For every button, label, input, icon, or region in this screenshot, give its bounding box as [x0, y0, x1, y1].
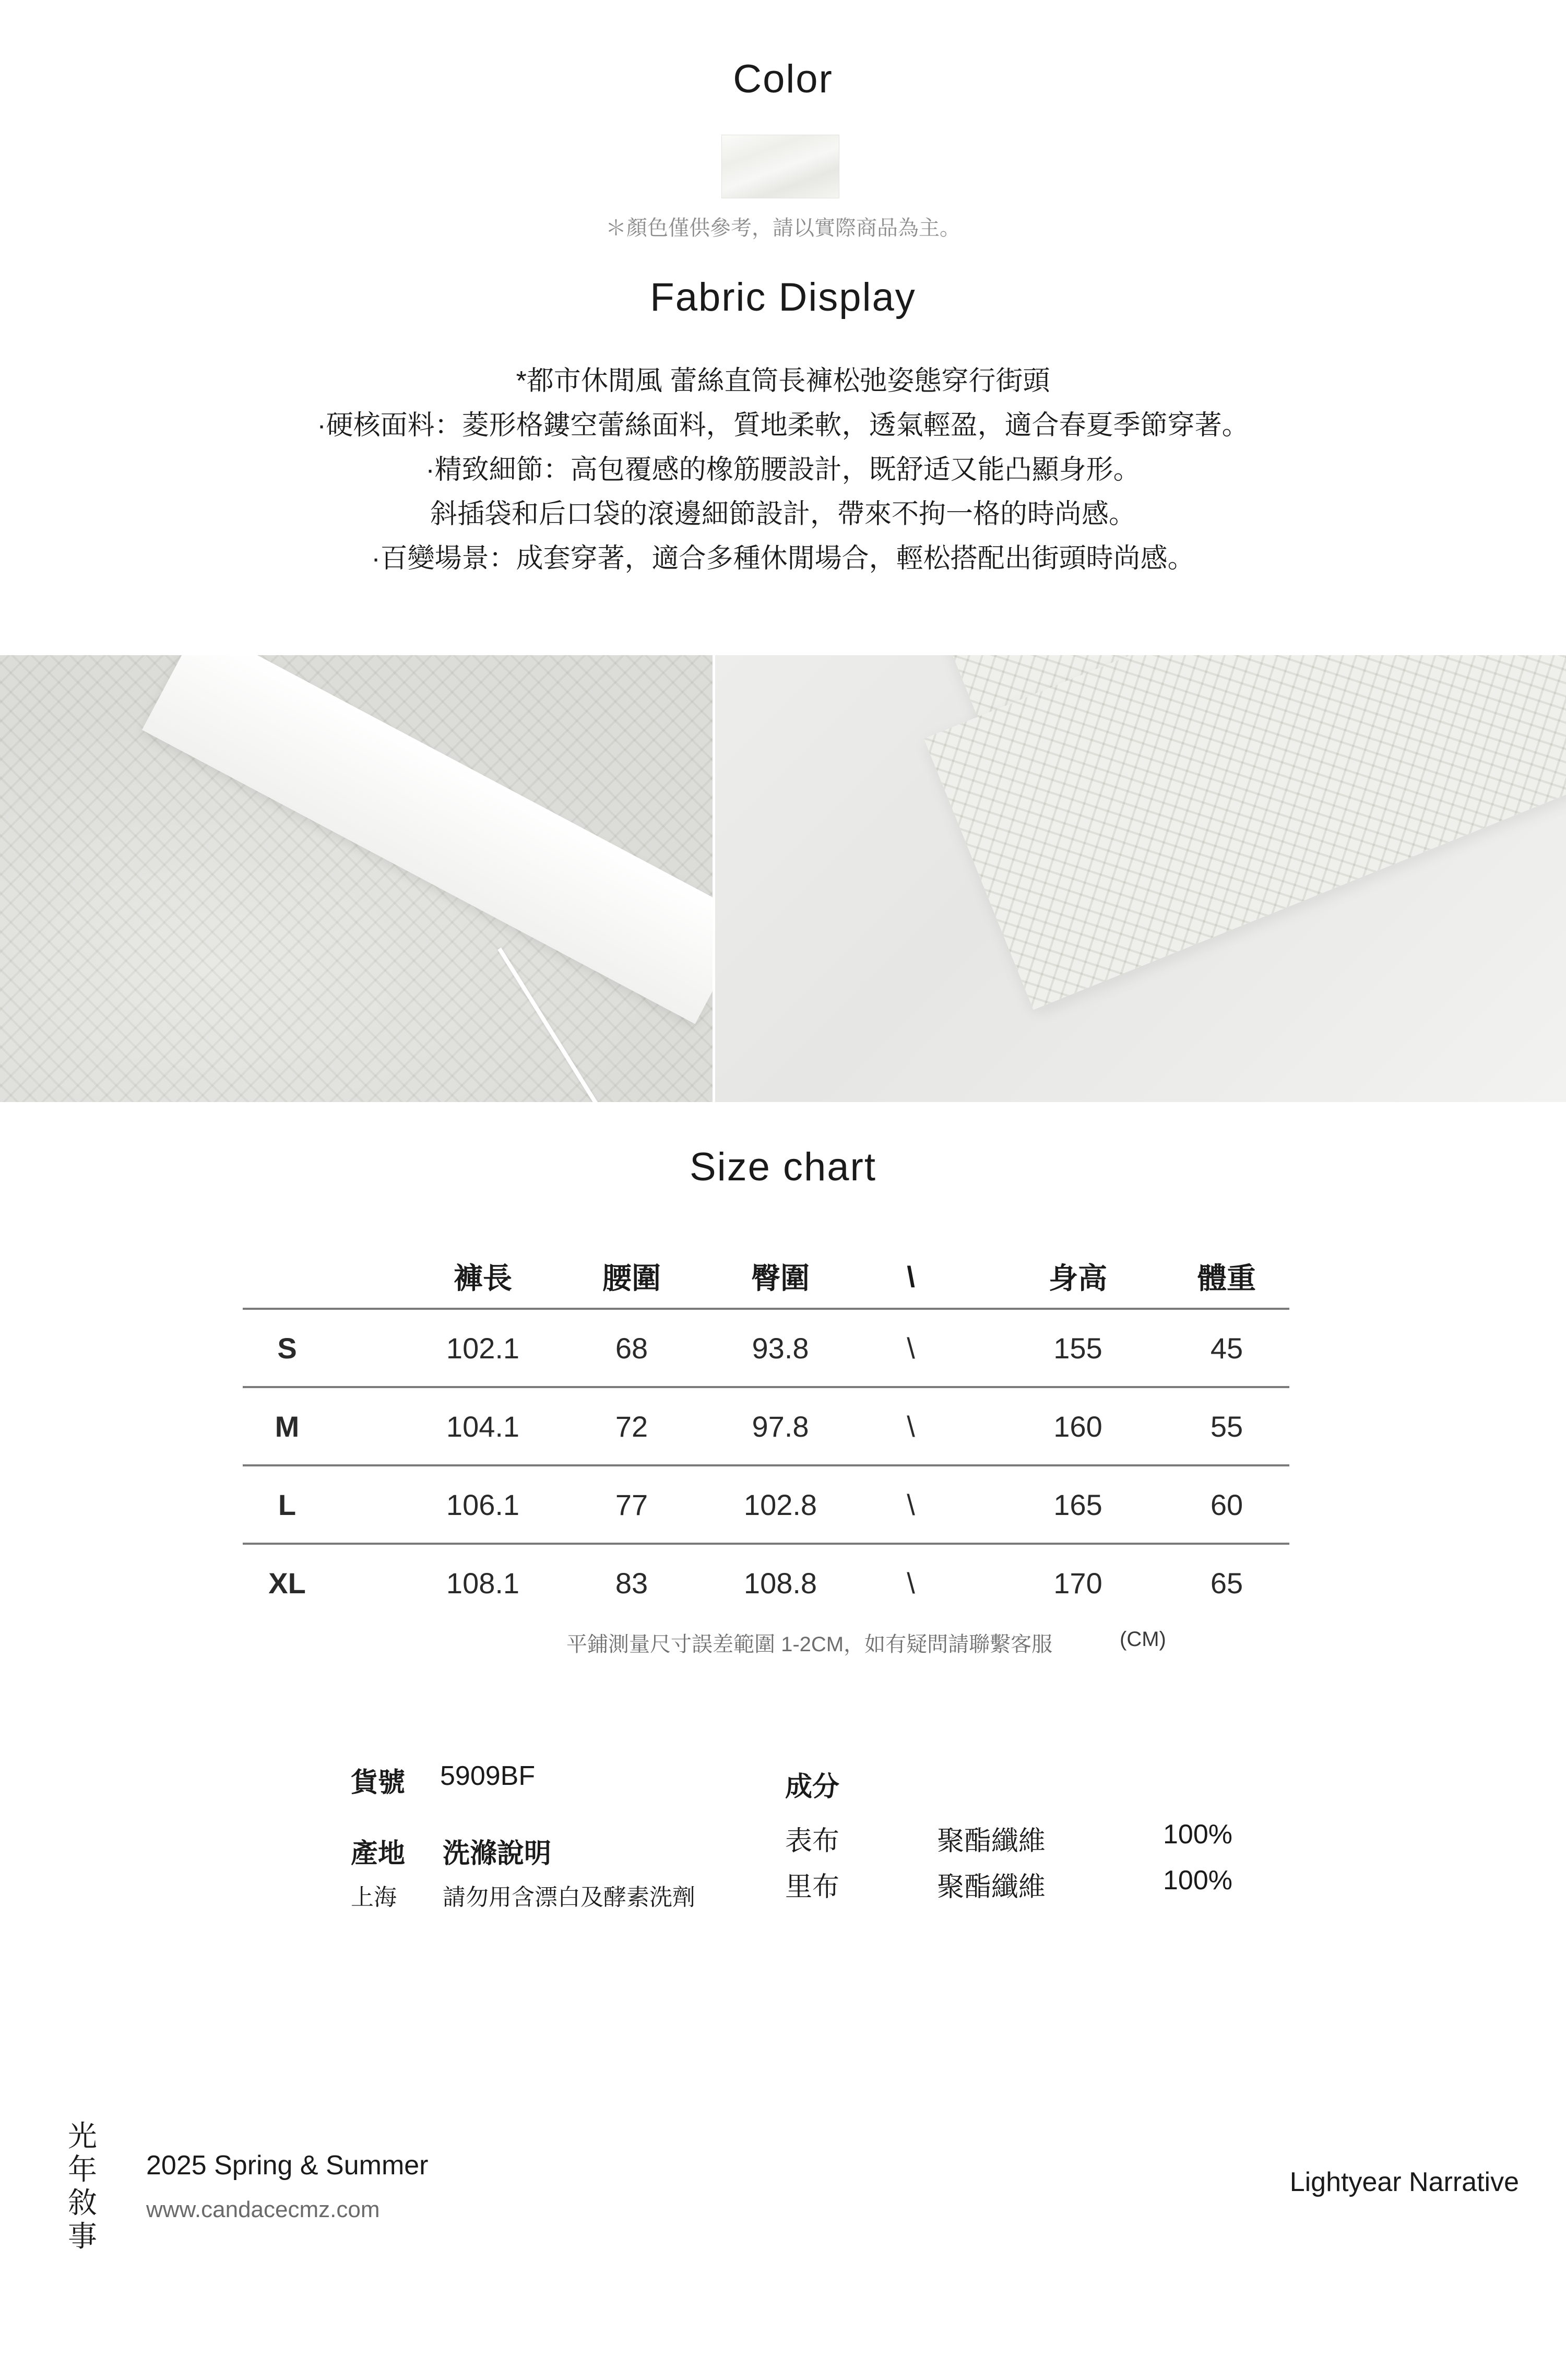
fabric-description: [0, 359, 1566, 581]
table-row: [243, 1386, 1289, 1464]
brand-char: 敘: [68, 2186, 97, 2219]
brand-name-en: Lightyear Narrative: [1289, 2167, 1519, 2197]
header-cell: 臀圍: [751, 1262, 810, 1295]
pocket-piping-detail: [497, 948, 606, 1102]
table-cell: 104.1: [446, 1410, 520, 1443]
table-cell: 155: [1053, 1331, 1102, 1365]
table-row: [243, 1543, 1289, 1621]
fabric-desc-line: ·百變場景：成套穿著，適合多種休閒場合，輕松搭配出街頭時尚感。: [371, 543, 1195, 574]
table-cell: 65: [1210, 1566, 1243, 1600]
composition-percent: 100%: [1163, 1865, 1232, 1896]
table-cell: 106.1: [446, 1488, 520, 1521]
origin-label: 產地: [351, 1839, 406, 1869]
table-cell: 55: [1210, 1410, 1243, 1443]
brand-logo-vertical: [67, 2119, 98, 2253]
fabric-photo-waistband: [0, 655, 713, 1102]
brand-char: 事: [68, 2220, 97, 2253]
size-unit: (CM): [1120, 1628, 1166, 1651]
brand-char: 光: [68, 2119, 97, 2152]
table-cell: 60: [1210, 1488, 1243, 1521]
table-cell: 108.1: [446, 1566, 520, 1600]
size-label: L: [278, 1488, 296, 1521]
size-chart-heading: Size chart: [690, 1145, 876, 1189]
header-cell: 體重: [1197, 1262, 1256, 1295]
table-cell: \: [907, 1410, 915, 1443]
table-cell: \: [907, 1488, 915, 1521]
item-no-value: 5909BF: [440, 1761, 536, 1791]
composition-part: 里布: [785, 1872, 840, 1902]
item-no-label: 貨號: [351, 1768, 406, 1798]
table-row: [243, 1464, 1289, 1543]
size-label: S: [277, 1331, 297, 1365]
waistband-detail: [142, 655, 713, 1024]
composition-material: 聚酯纖維: [937, 1872, 1046, 1902]
origin-value: 上海: [351, 1885, 397, 1910]
fabric-desc-line: ·精致細節：高包覆感的橡筋腰設計，既舒适又能凸顯身形。: [425, 455, 1141, 485]
color-swatch-white[interactable]: [721, 135, 839, 198]
table-row: [243, 1308, 1289, 1386]
header-cell: 褲長: [454, 1262, 512, 1295]
wash-label: 洗滌說明: [443, 1839, 552, 1869]
fabric-desc-line: *都市休閒風 蕾絲直筒長褲松弛姿態穿行街頭: [516, 366, 1050, 396]
size-table-header: [243, 1245, 1289, 1308]
composition-material: 聚酯纖維: [937, 1826, 1046, 1856]
header-cell: [243, 1245, 331, 1308]
table-cell: 45: [1210, 1331, 1243, 1365]
table-cell: 165: [1053, 1488, 1102, 1521]
table-cell: 102.1: [446, 1331, 520, 1365]
header-cell: 身高: [1049, 1262, 1107, 1295]
table-cell: \: [907, 1331, 915, 1365]
table-cell: 77: [615, 1488, 648, 1521]
fabric-desc-line: 斜插袋和后口袋的滾邊細節設計，帶來不拘一格的時尚感。: [430, 499, 1136, 529]
fabric-photo-hem: [715, 655, 1566, 1102]
fabric-heading: Fabric Display: [650, 275, 916, 319]
table-cell: 170: [1053, 1566, 1102, 1600]
table-cell: 72: [615, 1410, 648, 1443]
composition-part: 表布: [785, 1826, 840, 1856]
brand-char: 年: [68, 2153, 97, 2186]
size-label: M: [275, 1410, 300, 1443]
table-cell: \: [907, 1566, 915, 1600]
composition-label: 成分: [785, 1772, 840, 1802]
wash-value: 請勿用含漂白及酵素洗劑: [443, 1885, 695, 1910]
website-link[interactable]: www.candacecmz.com: [146, 2197, 380, 2222]
table-cell: 93.8: [752, 1331, 809, 1365]
size-measure-note: 平鋪測量尺寸誤差範圍 1-2CM，如有疑問請聯繫客服: [566, 1633, 1053, 1656]
season-label: 2025 Spring & Summer: [146, 2150, 429, 2181]
color-heading: Color: [733, 57, 833, 101]
table-cell: 108.8: [743, 1566, 817, 1600]
table-cell: 97.8: [752, 1410, 809, 1443]
table-cell: 160: [1053, 1410, 1102, 1443]
trouser-leg-detail: [924, 655, 1566, 1010]
header-cell: \: [907, 1260, 915, 1293]
table-cell: 68: [615, 1331, 648, 1365]
fabric-desc-line: ·硬核面料：菱形格鏤空蕾絲面料，質地柔軟，透氣輕盈，適合春夏季節穿著。: [317, 410, 1249, 441]
size-table: [243, 1245, 1289, 1621]
composition-percent: 100%: [1163, 1819, 1232, 1850]
header-cell: 腰圍: [602, 1262, 661, 1295]
color-disclaimer: ＊顏色僅供參考，請以實際商品為主。: [606, 217, 960, 240]
table-cell: 83: [615, 1566, 648, 1600]
size-label: XL: [268, 1566, 306, 1600]
table-cell: 102.8: [743, 1488, 817, 1521]
